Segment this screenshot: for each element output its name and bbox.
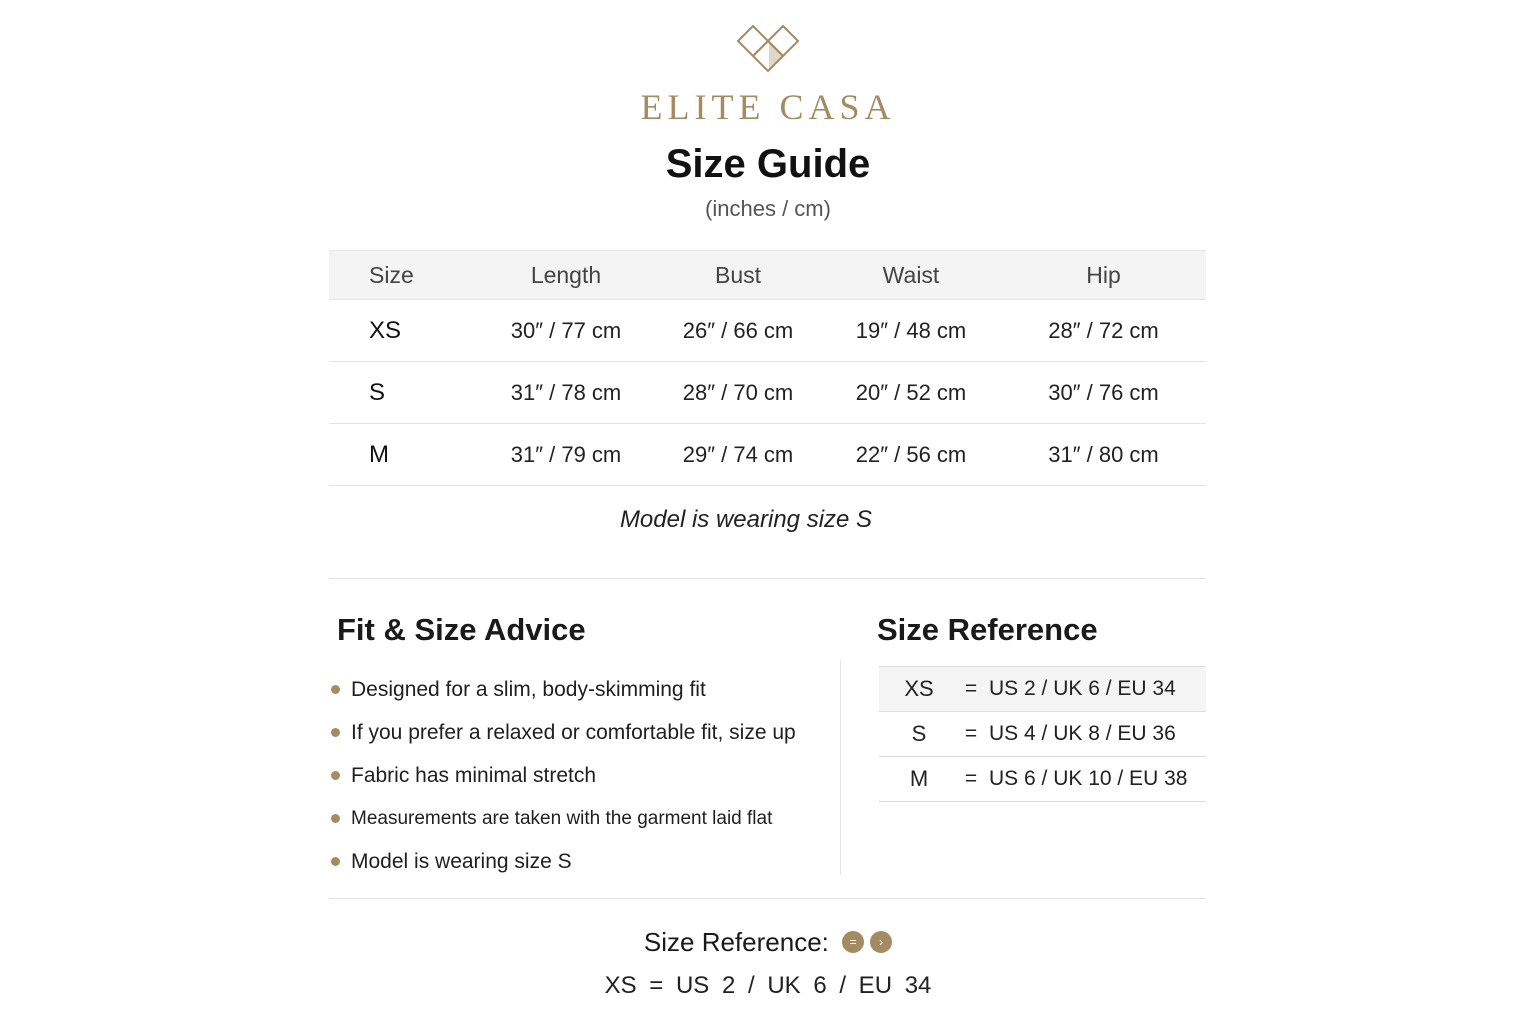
ref-equals: = [959, 712, 983, 757]
ref-size: S [879, 712, 959, 757]
bust-cell: 26″ / 66 cm [655, 300, 821, 362]
column-divider [840, 660, 841, 875]
column-header-waist: Waist [821, 251, 1001, 300]
length-cell: 30″ / 77 cm [477, 300, 655, 362]
advice-text: Designed for a slim, body-skimming fit [351, 677, 706, 701]
column-header-bust: Bust [655, 251, 821, 300]
list-item [331, 711, 796, 754]
bullet-dot-icon [331, 685, 340, 694]
size-reference-table [879, 666, 1206, 802]
diamond-monogram-icon [733, 20, 803, 78]
model-size-note: Model is wearing size S [619, 506, 873, 533]
table-header-row [329, 251, 1206, 300]
table-row [329, 424, 1206, 486]
size-chart-table [329, 250, 1206, 486]
column-header-hip: Hip [1001, 251, 1206, 300]
size-cell: M [329, 424, 477, 486]
list-item [331, 668, 796, 711]
list-item [331, 797, 796, 840]
bottom-reference-title: Size Reference: [643, 927, 829, 957]
size-reference-title: Size Reference [877, 612, 1098, 647]
section-divider [329, 578, 1206, 579]
advice-text: If you prefer a relaxed or comfortable fit, size up [351, 720, 796, 744]
section-divider [329, 898, 1206, 899]
length-cell: 31″ / 79 cm [477, 424, 655, 486]
list-item [331, 754, 796, 797]
ref-size: M [879, 757, 959, 802]
chevron-right-icon[interactable]: › [870, 931, 892, 953]
ref-value: US 6 / UK 10 / EU 38 [983, 757, 1206, 802]
table-row [879, 712, 1206, 757]
table-row [329, 300, 1206, 362]
fit-advice-list [331, 668, 796, 883]
ref-equals: = [959, 667, 983, 712]
size-cell: S [329, 362, 477, 424]
advice-text: Fabric has minimal stretch [351, 763, 597, 787]
length-cell: 31″ / 78 cm [477, 362, 655, 424]
brand-name: ELITE CASA [640, 87, 896, 127]
bullet-dot-icon [331, 814, 340, 823]
column-header-size: Size [329, 251, 477, 300]
equals-icon[interactable]: = [842, 931, 864, 953]
page-title: Size Guide [665, 142, 871, 186]
waist-cell: 20″ / 52 cm [821, 362, 1001, 424]
bottom-reference-heading [0, 927, 1536, 958]
list-item [331, 840, 796, 883]
ref-equals: = [959, 757, 983, 802]
advice-text: Measurements are taken with the garment laid flat [351, 807, 773, 829]
advice-text: Model is wearing size S [351, 849, 572, 873]
bullet-dot-icon [331, 728, 340, 737]
table-row [329, 362, 1206, 424]
hip-cell: 28″ / 72 cm [1001, 300, 1206, 362]
fit-advice-title: Fit & Size Advice [337, 612, 586, 647]
column-header-length: Length [477, 251, 655, 300]
table-row [879, 757, 1206, 802]
ref-value: US 4 / UK 8 / EU 36 [983, 712, 1206, 757]
bust-cell: 29″ / 74 cm [655, 424, 821, 486]
ref-size: XS [879, 667, 959, 712]
waist-cell: 19″ / 48 cm [821, 300, 1001, 362]
bust-cell: 28″ / 70 cm [655, 362, 821, 424]
bottom-reference-line: XS = US 2 / UK 6 / EU 34 [604, 972, 932, 999]
table-row [879, 667, 1206, 712]
hip-cell: 30″ / 76 cm [1001, 362, 1206, 424]
hip-cell: 31″ / 80 cm [1001, 424, 1206, 486]
page-subtitle: (inches / cm) [705, 196, 831, 221]
bullet-dot-icon [331, 857, 340, 866]
brand-logo [0, 20, 1536, 78]
size-cell: XS [329, 300, 477, 362]
bullet-dot-icon [331, 771, 340, 780]
ref-value: US 2 / UK 6 / EU 34 [983, 667, 1206, 712]
waist-cell: 22″ / 56 cm [821, 424, 1001, 486]
